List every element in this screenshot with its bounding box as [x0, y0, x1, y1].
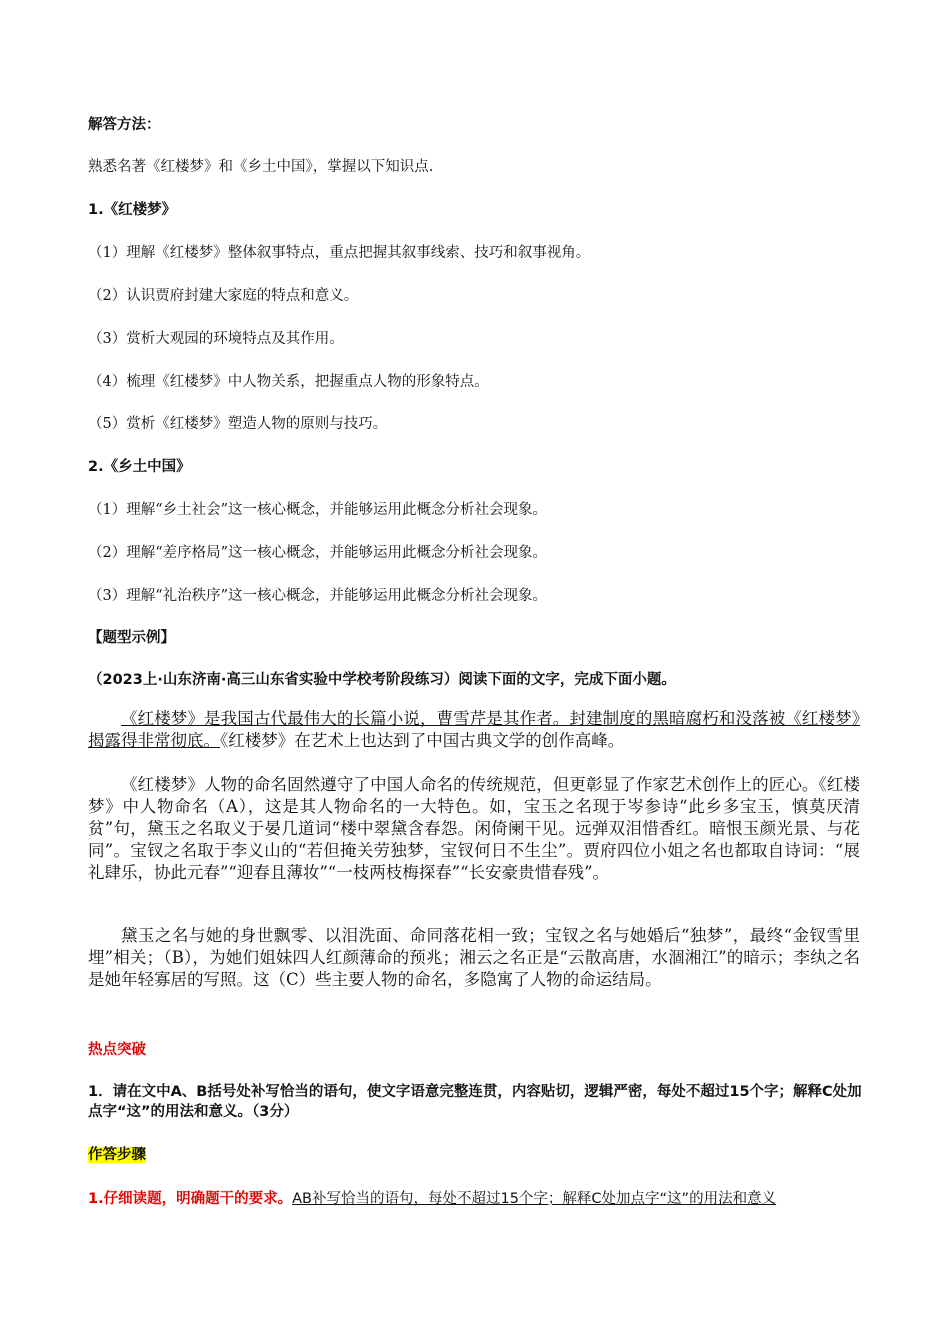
step-1-lead: 1.仔细读题，明确题干的要求。	[88, 1191, 293, 1207]
section1-title: 1.《红楼梦》	[88, 202, 177, 218]
step-1-detail: AB补写恰当的语句，每处不超过15个字；解释C处加点字“这”的用法和意义	[292, 1191, 777, 1207]
section2-item: （2）理解“差序格局”这一核心概念，并能够运用此概念分析社会现象。	[88, 545, 548, 561]
section2-item: （3）理解“礼治秩序”这一核心概念，并能够运用此概念分析社会现象。	[88, 588, 548, 604]
question-text: 1．请在文中A、B括号处补写恰当的语句，使文字语意完整连贯，内容贴切，逻辑严密，每处不超过15个字；解释C处加点字“这”的用法和意义。（3分）	[88, 1084, 862, 1120]
step-1	[88, 1189, 863, 1210]
passage-paragraph-1	[88, 708, 860, 752]
steps-heading-label: 作答步骤	[88, 1147, 146, 1163]
intro-text: 熟悉名著《红楼梦》和《乡土中国》，掌握以下知识点.	[88, 159, 434, 175]
passage-paragraph-2: 《红楼梦》人物的命名固然遵守了中国人命名的传统规范，但更彰显了作家艺术创作上的匠心。《红楼梦》中人物命名（A），这是其人物命名的一大特色。如，宝玉之名现于岑参诗“此乡多宝玉，慎莫厌清贫”句，黛玉之名取义于晏几道词“楼中翠黛含春怨。闲倚阑干见。远弹双泪惜香红。暗恨玉颜光景、与花同”。宝钗之名取于李义山的“若但掩关劳独梦，宝钗何日不生尘”。贾府四位小姐之名也都取自诗词：“展礼肆乐，协此元春”“迎春且薄妆”“一枝两枝梅探春”“长安豪贵惜春残”。	[88, 775, 860, 882]
passage-text: 《红楼梦》在艺术上也达到了中国古典文学的创作高峰。	[220, 731, 625, 750]
section1-item: （1）理解《红楼梦》整体叙事特点，重点把握其叙事线索、技巧和叙事视角。	[88, 245, 591, 261]
example-heading: 【题型示例】	[88, 630, 175, 646]
section1-item: （4）梳理《红楼梦》中人物关系，把握重点人物的形象特点。	[88, 374, 489, 390]
section2-title: 2.《乡土中国》	[88, 459, 191, 475]
section1-item: （3）赏析大观园的环境特点及其作用。	[88, 331, 344, 347]
hot-topic-heading: 热点突破	[88, 1042, 146, 1058]
section2-item: （1）理解“乡土社会”这一核心概念，并能够运用此概念分析社会现象。	[88, 502, 548, 518]
passage-underlined-text: 《红楼梦》是我国古代最伟大的长篇小说，曹雪芹是其作者。封建制度的黑暗腐朽和没落被《红楼梦》揭露得非常彻底。	[88, 709, 860, 750]
section1-item: （2）认识贾府封建大家庭的特点和意义。	[88, 288, 359, 304]
passage-paragraph-3: 黛玉之名与她的身世飘零、以泪洗面、命同落花相一致；宝钗之名与她婚后“独梦”，最终“金钗雪里埋”相关；（B），为她们姐妹四人红颜薄命的预兆；湘云之名正是“云散高唐，水涸湘江”的暗示；李纨之名是她年轻寡居的写照。这（C）些主要人物的命名，多隐寓了人物的命运结局。	[88, 926, 860, 989]
section1-item: （5）赏析《红楼梦》塑造人物的原则与技巧。	[88, 416, 388, 432]
steps-heading	[88, 1145, 146, 1165]
method-heading: 解答方法：	[88, 117, 161, 133]
question-source: （2023上·山东济南·高三山东省实验中学校考阶段练习）阅读下面的文字，完成下面小题。	[88, 672, 676, 688]
